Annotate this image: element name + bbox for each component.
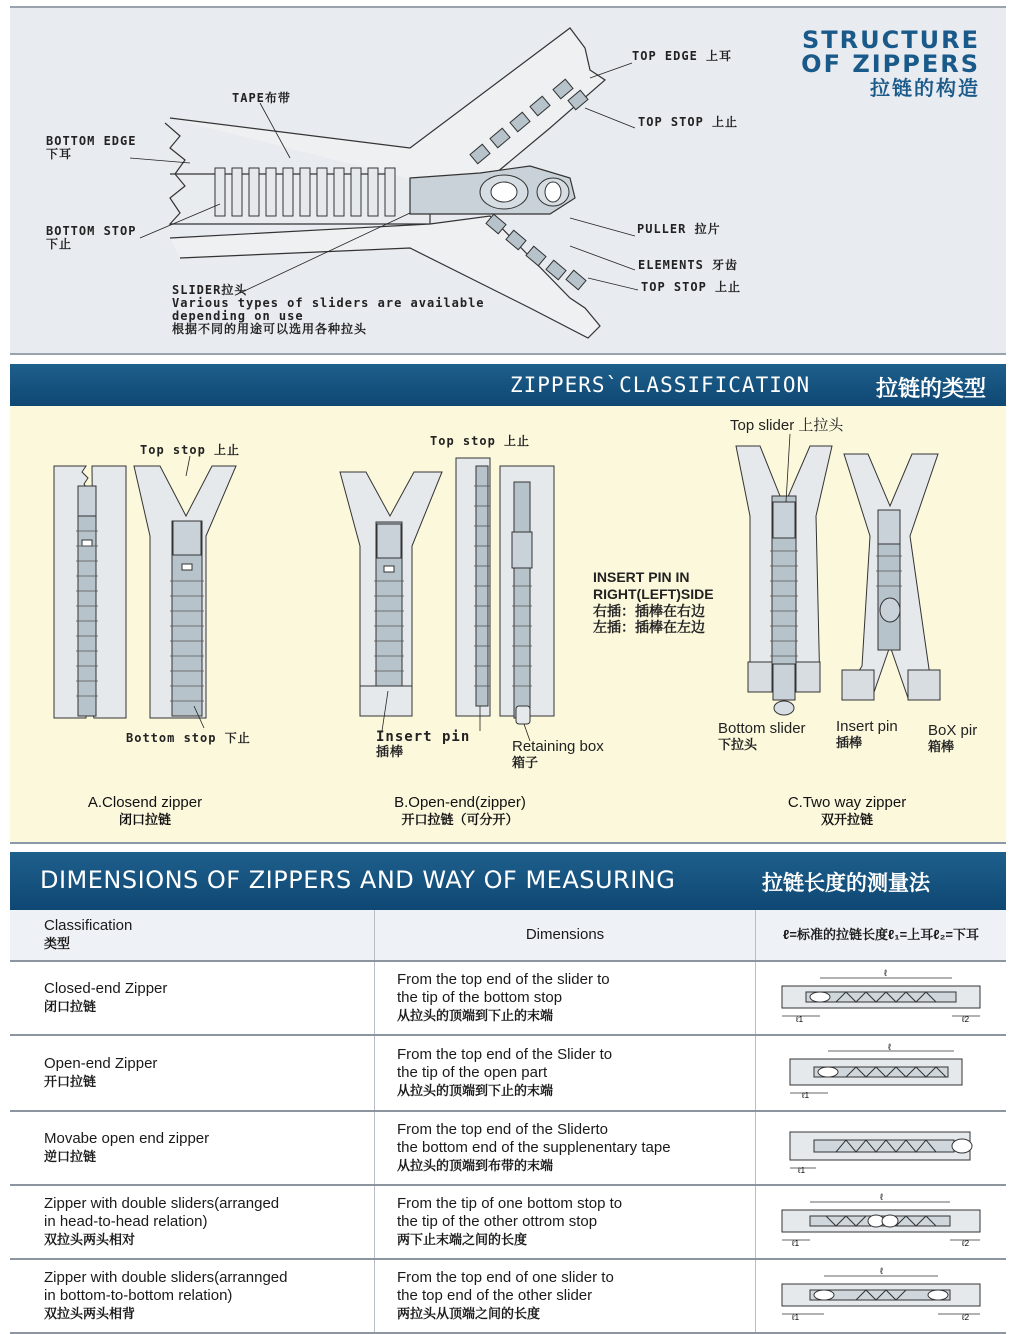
b-retaining-box-en: Retaining box: [512, 738, 604, 755]
row-dimensions-line-1: From the top end of the slider to: [397, 971, 610, 988]
a-top-stop-label: Top stop 上止: [140, 443, 241, 457]
row-dimensions-line-2: the top end of the other slider: [397, 1287, 593, 1304]
row-dimensions-line-2: the bottom end of the supplenentary tape: [397, 1139, 671, 1156]
header-measure-legend: ℓ=标准的拉链长度ℓ₁=上耳ℓ₂=下耳: [756, 910, 1007, 961]
dimensions-table: [10, 910, 1006, 1334]
c-bottom-slider-en: Bottom slider: [718, 720, 806, 737]
measure-l1: ℓ1: [802, 1090, 810, 1099]
b-top-stop-label: Top stop 上止: [430, 434, 531, 448]
row-classification-en: Closed-end Zipper: [44, 980, 168, 997]
c-insert-pin-en: Insert pin: [836, 718, 898, 735]
b-insert-pin-zh: 插棒: [376, 745, 405, 760]
c-bottom-slider-zh: 下拉头: [718, 737, 758, 752]
row-dimensions-line-2: the tip of the bottom stop: [397, 989, 563, 1006]
b-side-line-3: 右插：插棒在右边: [593, 603, 705, 619]
row-classification-en-2: in head-to-head relation): [44, 1213, 208, 1230]
row-dimensions-zh: 从拉头的顶端到下止的末端: [397, 1083, 554, 1098]
measure-l2: ℓ2: [962, 1238, 970, 1248]
structure-title-zh: 拉链的构造: [870, 76, 980, 100]
b-side-line-1: INSERT PIN IN: [593, 569, 690, 585]
header-dimensions: Dimensions: [375, 910, 756, 961]
label-bottom-edge-en: BOTTOM EDGE: [46, 134, 137, 148]
row-classification-zh: 双拉头两头相背: [44, 1306, 136, 1321]
measure-diagram-bottom-to-bottom: [776, 1266, 986, 1322]
row-dimensions-line-1: From the top end of the Slider to: [397, 1046, 613, 1063]
row-dimensions-zh: 两下止末端之间的长度: [397, 1232, 528, 1247]
row-classification: [10, 961, 375, 1035]
row-classification: [10, 1259, 375, 1333]
row-diagram: [756, 1035, 1007, 1111]
table-row: [10, 961, 1006, 1035]
row-dimensions-line-2: the tip of the open part: [397, 1064, 548, 1081]
measure-l1: ℓ1: [792, 1312, 800, 1322]
measure-l: ℓ: [888, 1042, 891, 1052]
label-tape: TAPE布带: [232, 91, 291, 105]
table-header-row: [10, 910, 1006, 961]
measure-diagram-head-to-head: [776, 1192, 986, 1248]
measure-l2: ℓ2: [962, 1014, 970, 1024]
row-dimensions-zh: 两拉头从顶端之间的长度: [397, 1306, 541, 1321]
row-diagram: [756, 1259, 1007, 1333]
label-slider: SLIDER拉头: [172, 283, 248, 297]
label-bottom-stop-zh: 下止: [46, 237, 73, 251]
row-dimensions-line-1: From the tip of one bottom stop to: [397, 1195, 623, 1212]
row-dimensions-line-1: From the top end of one slider to: [397, 1269, 614, 1286]
measure-l: ℓ: [884, 967, 887, 978]
row-diagram: [756, 1111, 1007, 1185]
row-classification: [10, 1111, 375, 1185]
b-side-line-4: 左插：插棒在左边: [593, 619, 705, 635]
measure-diagram-closed-end: [776, 968, 986, 1024]
row-dimensions-zh: 从拉头的顶端到布带的末端: [397, 1158, 554, 1173]
label-slider-desc-zh: 根据不同的用途可以选用各种拉头: [172, 322, 368, 336]
label-elements: ELEMENTS 牙齿: [638, 258, 739, 272]
row-classification-en-2: in bottom-to-bottom relation): [44, 1287, 233, 1304]
label-bottom-edge-zh: 下耳: [46, 147, 73, 161]
row-classification: [10, 1035, 375, 1111]
label-top-edge: TOP EDGE 上耳: [632, 49, 733, 63]
row-dimensions: [375, 1035, 756, 1111]
dimensions-band-en: DIMENSIONS OF ZIPPERS AND WAY OF MEASURING: [40, 866, 676, 894]
b-caption: [370, 794, 550, 828]
a-caption-zh: 闭口拉链: [118, 812, 171, 827]
classification-panel: [10, 406, 1006, 844]
label-bottom-stop-en: BOTTOM STOP: [46, 224, 137, 238]
row-classification-en: Zipper with double sliders(arrannged: [44, 1269, 288, 1286]
c-box-pin-zh: 箱棒: [928, 739, 955, 754]
measure-diagram-open-end: [776, 1043, 986, 1099]
c-caption-zh: 双开拉链: [820, 812, 873, 827]
row-diagram: [756, 961, 1007, 1035]
row-dimensions: [375, 1259, 756, 1333]
structure-panel: [10, 6, 1006, 355]
row-dimensions: [375, 961, 756, 1035]
b-caption-en: B.Open-end(zipper): [394, 794, 526, 811]
label-top-stop-lower: TOP STOP 上止: [641, 280, 742, 294]
structure-title-line-1: STRUCTURE: [802, 26, 980, 54]
row-dimensions: [375, 1185, 756, 1259]
row-dimensions: [375, 1111, 756, 1185]
dimensions-band: [10, 852, 1006, 910]
header-classification: [10, 910, 375, 961]
row-classification-zh: 逆口拉链: [44, 1149, 97, 1164]
c-insert-pin-zh: 插棒: [836, 735, 863, 750]
structure-title: [801, 28, 980, 100]
classification-band: [10, 364, 1006, 406]
measure-l: ℓ: [880, 1265, 883, 1276]
header-classification-zh: 类型: [44, 936, 71, 951]
measure-l: ℓ: [880, 1191, 883, 1202]
header-classification-en: Classification: [44, 917, 133, 934]
row-dimensions-line-1: From the top end of the Sliderto: [397, 1121, 608, 1138]
measure-l2: ℓ2: [962, 1312, 970, 1322]
b-caption-zh: 开口拉链（可分开）: [401, 812, 519, 827]
row-classification-zh: 双拉头两头相对: [44, 1232, 136, 1247]
table-row: [10, 1185, 1006, 1259]
row-dimensions-line-2: the tip of the other ottrom stop: [397, 1213, 598, 1230]
classification-band-zh: 拉链的类型: [876, 377, 987, 402]
zipper-types-illustration: [10, 406, 1006, 842]
measure-l1: ℓ1: [798, 1165, 806, 1174]
table-row: [10, 1111, 1006, 1185]
b-retaining-box-zh: 箱子: [512, 755, 539, 770]
c-caption: [772, 794, 922, 828]
measure-l1: ℓ1: [792, 1238, 800, 1248]
structure-title-line-2: OF ZIPPERS: [801, 50, 980, 78]
row-classification-en: Movabe open end zipper: [44, 1130, 210, 1147]
label-slider-desc-2: depending on use: [172, 309, 304, 323]
row-classification-zh: 闭口拉链: [44, 999, 97, 1014]
c-box-pin-en: BoX pir: [928, 722, 978, 739]
label-top-stop-upper: TOP STOP 上止: [638, 115, 739, 129]
a-caption-en: A.Closend zipper: [87, 794, 203, 811]
c-caption-en: C.Two way zipper: [787, 794, 907, 811]
row-diagram: [756, 1185, 1007, 1259]
b-side-line-2: RIGHT(LEFT)SIDE: [593, 586, 714, 602]
measure-l1: ℓ1: [796, 1014, 804, 1024]
label-puller: PULLER 拉片: [637, 222, 721, 236]
row-classification-en: Zipper with double sliders(arranged: [44, 1195, 280, 1212]
classification-band-en: ZIPPERS`CLASSIFICATION: [510, 373, 811, 397]
a-caption: [70, 794, 220, 828]
row-dimensions-zh: 从拉头的顶端到下止的末端: [397, 1008, 554, 1023]
a-bottom-stop-label: Bottom stop 下止: [126, 731, 251, 745]
row-classification-zh: 开口拉链: [44, 1074, 97, 1089]
row-classification: [10, 1185, 375, 1259]
c-top-slider-label: Top slider 上拉头: [730, 417, 844, 434]
table-row: [10, 1259, 1006, 1333]
b-insert-pin-en: Insert pin: [376, 729, 471, 745]
row-classification-en: Open-end Zipper: [44, 1055, 158, 1072]
label-slider-desc-1: Various types of sliders are available: [172, 296, 485, 310]
table-row: [10, 1035, 1006, 1111]
dimensions-band-zh: 拉链长度的测量法: [762, 871, 930, 895]
measure-diagram-movable: [776, 1118, 986, 1174]
